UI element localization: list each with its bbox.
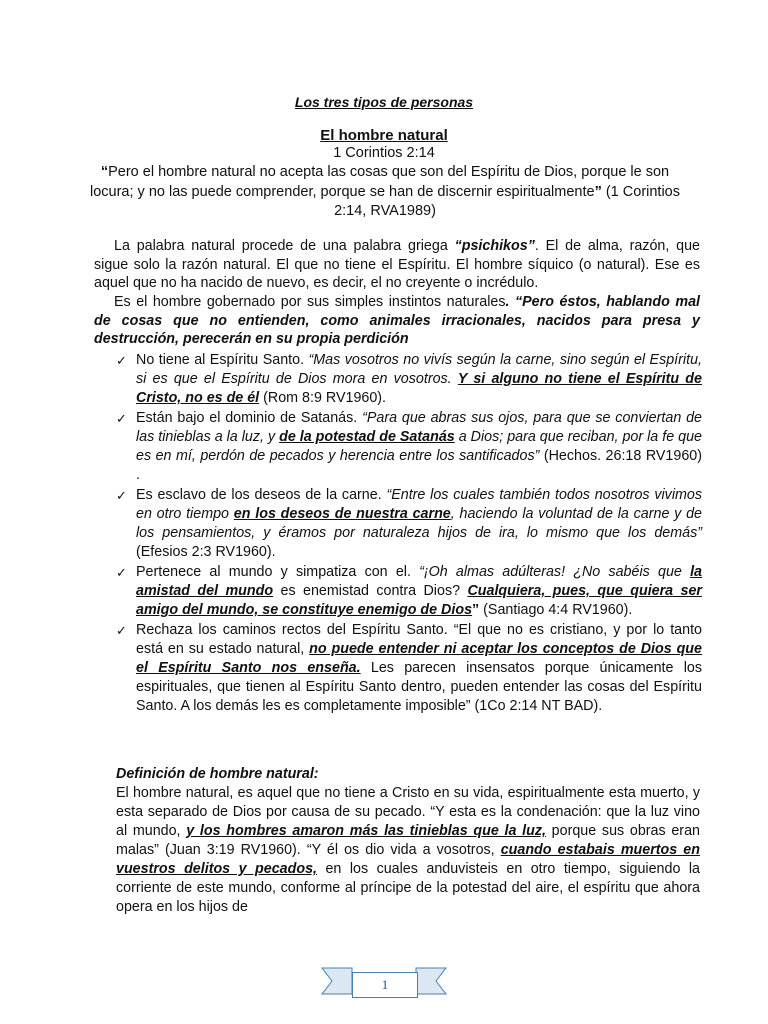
- list-item: ✓ Pertenece al mundo y simpatiza con el. “¡Oh almas adúlteras! ¿No sabéis que la amistad del mundo es enemistad contra Dios? Cualquiera, pues, que quiera ser amigo del mundo, se constituye enemigo de Dios” (Santiago 4:4 RV1960).: [116, 564, 702, 618]
- checkmark-icon: ✓: [116, 623, 127, 638]
- list-item: ✓ No tiene al Espíritu Santo. “Mas vosotros no vivís según la carne, sino según el Espíritu, si es que el Espíritu de Dios mora en vosotros. Y si alguno no tiene el Espíritu de Cristo, no es de él (Rom 8:9 RV1960).: [116, 352, 702, 406]
- list-item: ✓ Rechaza los caminos rectos del Espíritu Santo. “El que no es cristiano, y por lo tanto está en su estado natural, no puede entender ni aceptar los conceptos de Dios que el Espíritu Santo nos enseña. Les parecen insensatos porque únicamente los espirituales, que tienen al Espíritu Santo dentro, pueden entender las cosas del Espíritu Santo. A los demás les es completamente imposible” (1Co 2:14 NT BAD).: [116, 622, 702, 714]
- list-item: ✓ Es esclavo de los deseos de la carne. “Entre los cuales también todos nosotros vivimos en otro tiempo en los deseos de nuestra carne, haciendo la voluntad de la carne y de los pensamientos, y éramos por naturaleza hijos de ira, lo mismo que los demás” (Efesios 2:3 RV1960).: [116, 487, 703, 560]
- intro-quote: “Pero el hombre natural no acepta las cosas que son del Espíritu de Dios, porque le son locura; y no las puede comprender, porque se han de discernir espiritualmente” (1 Corintios 2:14, RVA1989): [90, 164, 680, 219]
- definition-paragraph: El hombre natural, es aquel que no tiene a Cristo en su vida, espiritualmente esta muerto, y esta separado de Dios por causa de su pecado. “Y esta es la condenación: que la luz vino al mundo, y los hombres amaron más las tinieblas que la luz, porque sus obras eran malas” (Juan 3:19 RV1960). “Y él os dio vida a vosotros, cuando estabais muertos en vuestros delitos y pecados, en los cuales anduvisteis en otro tiempo, siguiendo la corriente de este mundo, conforme al príncipe de la potestad del aire, el espíritu que ahora opera en los hijos de: [116, 785, 701, 915]
- section-reference: 1 Corintios 2:14: [333, 145, 435, 161]
- definition-heading: Definición de hombre natural:: [116, 766, 319, 782]
- checkmark-icon: ✓: [116, 488, 127, 503]
- checkmark-icon: ✓: [116, 565, 127, 580]
- checkmark-icon: ✓: [116, 411, 127, 426]
- paragraph-1: La palabra natural procede de una palabra griega “psichikos”. El de alma, razón, que sigue solo la razón natural. El que no tiene el Espíritu. El hombre síquico (o natural). Ese es aquel que no ha nacido de nuevo, es decir, el no creyente o incrédulo.: [94, 238, 700, 292]
- characteristics-list: [116, 351, 703, 717]
- paragraph-2: Es el hombre gobernado por sus simples instintos naturales. “Pero éstos, hablando mal de cosas que no entienden, como animales irracionales, nacidos para presa y destrucción, perecerán en su propia perdición: [94, 294, 700, 348]
- list-item: ✓ Están bajo el dominio de Satanás. “Para que abras sus ojos, para que se conviertan de las tinieblas a la luz, y de la potestad de Satanás a Dios; para que reciban, por la fe que es en mí, perdón de pecados y herencia entre los santificados” (Hechos. 26:18 RV1960) .: [116, 410, 702, 483]
- page-number: 1: [352, 972, 418, 998]
- section-title: El hombre natural: [320, 127, 448, 144]
- checkmark-icon: ✓: [116, 353, 127, 368]
- document-title: Los tres tipos de personas: [294, 94, 474, 110]
